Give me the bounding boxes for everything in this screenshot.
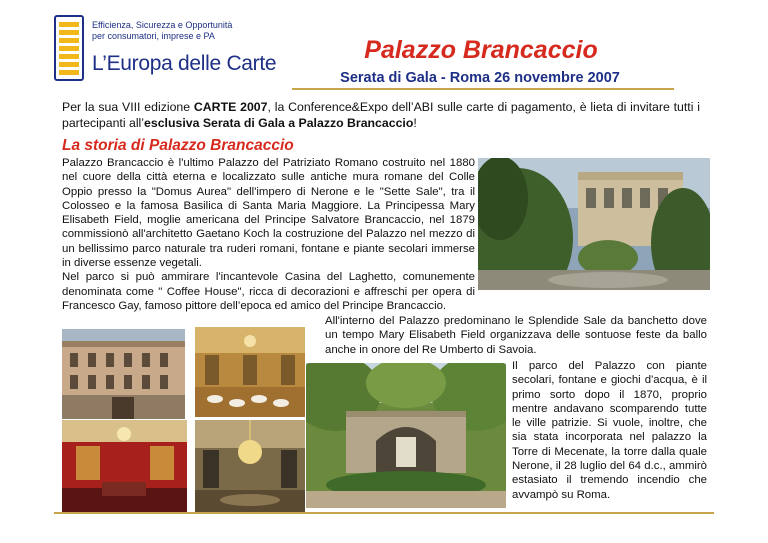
palazzo-facade-photo (62, 329, 185, 419)
palazzo-garden-photo (478, 158, 710, 290)
history-paragraph-2: Nel parco si può ammirare l'incantevole Casina del Laghetto, comunemente denominata come " Coffee House", ricca di decorazioni e affreschi per opera di Francesco Gay, famoso pittore dell’epoca ed amico del Principe Brancaccio. (62, 271, 475, 312)
logo (52, 14, 277, 84)
intro-text-3: ! (413, 116, 417, 130)
banquet-hall-photo (195, 327, 305, 417)
ballroom-photo (195, 420, 305, 512)
park-fountain-photo (306, 363, 506, 508)
footer-divider (54, 512, 714, 514)
history-text-column (62, 156, 475, 313)
page-subtitle: Serata di Gala - Roma 26 novembre 2007 (340, 70, 620, 86)
logo-tagline (92, 20, 272, 42)
red-salon-photo (62, 420, 187, 512)
history-paragraph-3: All'interno del Palazzo predominano le Splendide Sale da banchetto dove un tempo Mary Elisabeth Field organizzava delle sontuose feste da ballo anche in onore del Re Umberto di Savoia. (325, 315, 707, 356)
intro-paragraph (62, 99, 700, 131)
logo-tagline-line1: Efficienza, Sicurezza e Opportunità (92, 20, 233, 30)
logo-mark-icon (52, 14, 86, 82)
section-title: La storia di Palazzo Brancaccio (62, 137, 294, 154)
logo-tagline-line2: per consumatori, imprese e PA (92, 31, 215, 41)
intro-bold-2: esclusiva Serata di Gala a Palazzo Brancaccio (144, 116, 414, 130)
logo-brand: L’Europa delle Carte (92, 52, 277, 75)
history-paragraph-1: Palazzo Brancaccio è l'ultimo Palazzo del Patriziato Romano costruito nel 1880 nel cuore della città eterna e localizzato sulle antiche mura romane del Colle Oppio presso la "Domus Aurea" dell'impero di Nerone e le "Sette Sale", tra il Colosseo e la famosa Basilica di Santa Maria Maggiore. La Principessa Mary Elisabeth Field, moglie americana del Principe Salvatore Brancaccio, nel 1879 commissionò all'architetto Gaetano Koch la costruzione del Palazzo nel mezzo di un bellissimo parco naturale tra ruderi romani, fontane e piante secolari immerse in diverse essenze vegetali. (62, 157, 475, 270)
header-divider (292, 88, 674, 90)
intro-text-1: Per la sua VIII edizione (62, 100, 194, 114)
history-paragraph-4: Il parco del Palazzo con piante secolari, fontane e giochi d'acqua, è il primo sorto dopo il 1870, proprio mentre andavano scomparendo tutte le ville patrizie. Si vuole, inoltre, che sia stata incorporata nel palazzo la Torre di Mecenate, la torre dalla quale Nerone, il 28 luglio del 64 d.c., ammirò estasiato il tremendo incendio che avvampò su Roma. (512, 360, 707, 501)
page-title: Palazzo Brancaccio (364, 36, 598, 64)
intro-bold-1: CARTE 2007 (193, 100, 268, 114)
intro-text-2: , la Conference&Expo dell’ABI sulle carte di pagamento, è lieta di invitare tutti i partecipanti all’ (62, 100, 700, 130)
